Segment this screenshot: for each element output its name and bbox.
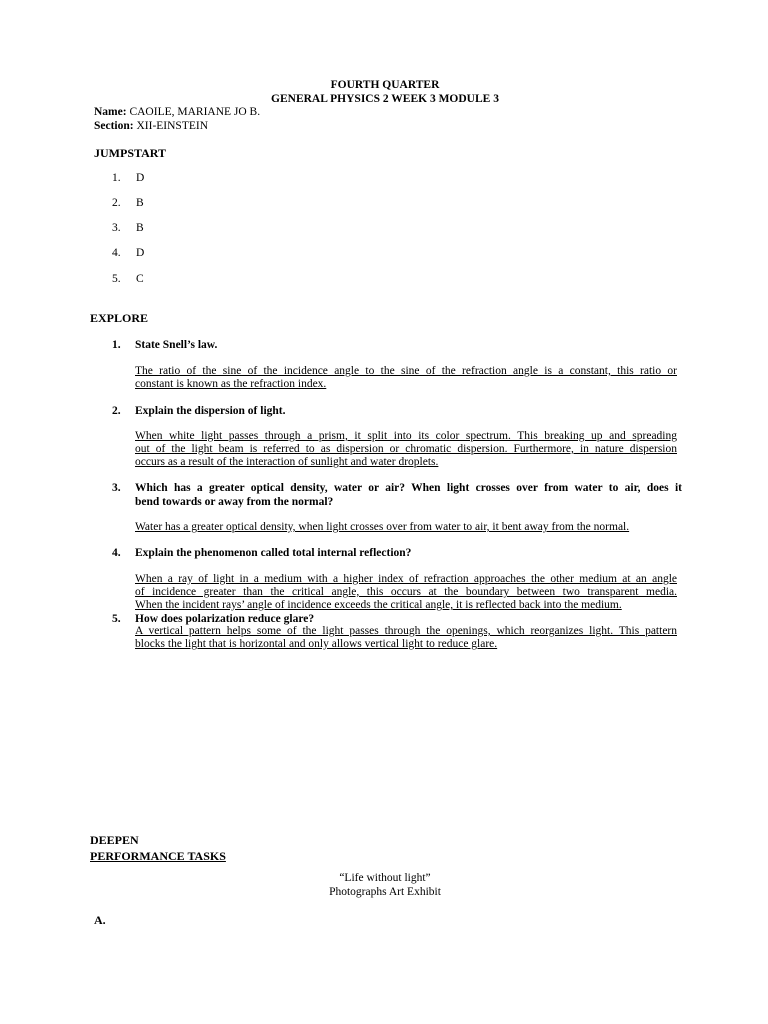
answer-line: constant is known as the refraction index. bbox=[135, 378, 327, 390]
jumpstart-answer bbox=[112, 247, 144, 259]
answer-number: 1. bbox=[112, 172, 121, 184]
performance-tasks-heading: PERFORMANCE TASKS bbox=[90, 849, 226, 863]
exhibit-subtitle: Photographs Art Exhibit bbox=[329, 886, 441, 898]
question-number: 2. bbox=[112, 405, 121, 417]
exhibit-title: “Life without light” bbox=[339, 872, 431, 884]
answer-line: The ratio of the sine of the incidence angle to the sine of the refraction angle is a constant, this ratio or bbox=[135, 365, 677, 377]
document-title-quarter: FOURTH QUARTER bbox=[330, 79, 440, 91]
answer-value: D bbox=[136, 172, 145, 184]
name-line bbox=[94, 106, 260, 118]
answer-line: When white light passes through a prism, it split into its color spectrum. This breaking up and spreading bbox=[135, 430, 677, 442]
answer-value: D bbox=[136, 247, 145, 259]
question-number: 1. bbox=[112, 339, 121, 351]
answer-line: blocks the light that is horizontal and only allows vertical light to reduce glare. bbox=[135, 638, 498, 650]
answer-text bbox=[135, 430, 677, 469]
name-value: CAOILE, MARIANE JO B. bbox=[129, 106, 261, 118]
answer-text bbox=[135, 573, 677, 612]
answer-text bbox=[135, 521, 677, 534]
question-number: 3. bbox=[112, 482, 121, 494]
question bbox=[112, 404, 682, 418]
section-line bbox=[94, 120, 208, 132]
answer-number: 4. bbox=[112, 247, 121, 259]
section-value: XII-EINSTEIN bbox=[136, 120, 209, 132]
question-text: How does polarization reduce glare? bbox=[135, 613, 315, 625]
question-text: Explain the dispersion of light. bbox=[135, 405, 286, 417]
document-title-course: GENERAL PHYSICS 2 WEEK 3 MODULE 3 bbox=[271, 93, 499, 105]
answer-line: When the incident rays’ angle of incidence exceeds the critical angle, it is reflected back into the medium. bbox=[135, 599, 622, 611]
jumpstart-answer bbox=[112, 197, 144, 209]
answer-text bbox=[135, 365, 677, 391]
explore-heading: EXPLORE bbox=[90, 311, 149, 325]
answer-line: A vertical pattern helps some of the light passes through the openings, which reorganizes light. This pattern bbox=[135, 625, 677, 637]
answer-value: B bbox=[136, 197, 144, 209]
question-text: bend towards or away from the normal? bbox=[135, 496, 334, 508]
answer-line: occurs as a result of the interaction of sunlight and water droplets. bbox=[135, 456, 439, 468]
jumpstart-heading: JUMPSTART bbox=[94, 146, 167, 160]
question bbox=[112, 612, 682, 626]
question bbox=[112, 546, 682, 560]
question bbox=[112, 338, 682, 352]
deepen-heading: DEEPEN bbox=[90, 833, 139, 847]
section-label: Section: bbox=[94, 120, 134, 132]
answer-text bbox=[135, 625, 677, 651]
question-text: Which has a greater optical density, water or air? When light crosses over from water to air, does it bbox=[135, 482, 682, 494]
jumpstart-answer bbox=[112, 273, 144, 285]
jumpstart-answer bbox=[112, 222, 144, 234]
answer-line: of incidence greater than the critical angle, this occurs at the boundary between two transparent media. bbox=[135, 586, 677, 598]
part-label: A. bbox=[94, 913, 106, 927]
answer-number: 5. bbox=[112, 273, 121, 285]
question-text: Explain the phenomenon called total internal reflection? bbox=[135, 547, 412, 559]
answer-line: out of the light beam is referred to as dispersion or chromatic dispersion. Furthermore, in nature dispersion bbox=[135, 443, 677, 455]
answer-line: When a ray of light in a medium with a higher index of refraction approaches the other medium at an angle bbox=[135, 573, 677, 585]
answer-value: C bbox=[136, 273, 144, 285]
question-number: 4. bbox=[112, 547, 121, 559]
answer-number: 2. bbox=[112, 197, 121, 209]
name-label: Name: bbox=[94, 106, 127, 118]
question bbox=[112, 481, 682, 509]
answer-value: B bbox=[136, 222, 144, 234]
question-number: 5. bbox=[112, 613, 121, 625]
question-text: State Snell’s law. bbox=[135, 339, 218, 351]
answer-line: Water has a greater optical density, when light crosses over from water to air, it bent away from the normal. bbox=[135, 521, 630, 533]
answer-number: 3. bbox=[112, 222, 121, 234]
jumpstart-answer bbox=[112, 172, 144, 184]
